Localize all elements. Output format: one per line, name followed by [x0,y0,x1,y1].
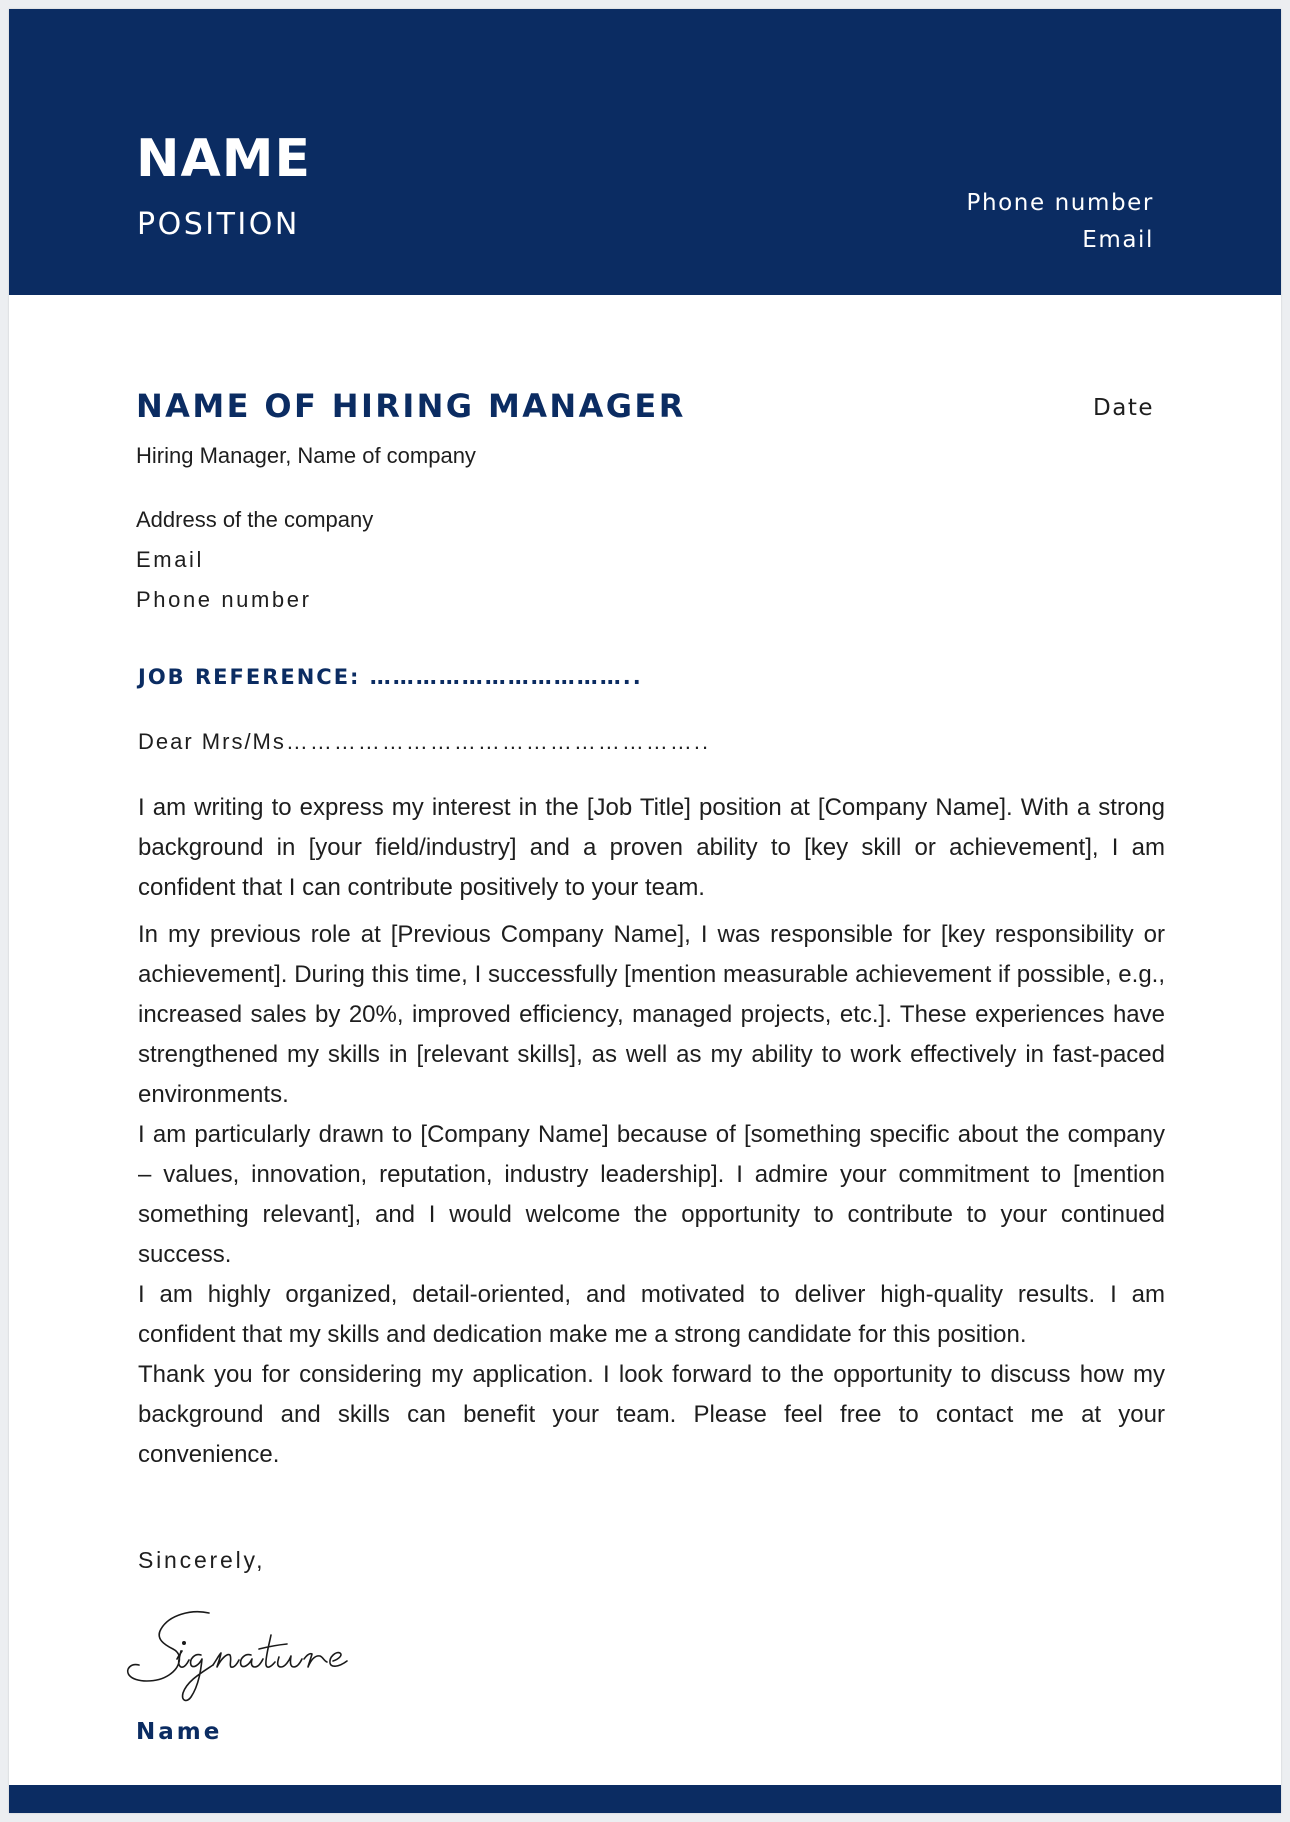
applicant-name: NAME [136,129,312,189]
applicant-phone: Phone number [966,190,1154,216]
job-reference: JOB REFERENCE: …………………………….. [138,665,643,689]
signature-name: Name [136,1719,223,1745]
applicant-position: POSITION [137,207,300,242]
cover-letter-page [9,9,1281,1813]
header-banner [9,9,1281,295]
footer-bar [9,1785,1281,1813]
body-paragraph: Thank you for considering my application. I look forward to the opportunity to discuss how my background and skills can benefit your team. Please feel free to contact me at your convenience. [138,1361,1165,1468]
body-paragraph: I am particularly drawn to [Company Name] because of [something specific about the company – values, innovation, reputation, industry leadership]. I admire your commitment to [mention something relevant], and I would welcome the opportunity to contribute to your continued success. [138,1121,1165,1268]
signature-scribble [121,1607,381,1707]
letter-date: Date [1093,395,1154,421]
body-paragraph: In my previous role at [Previous Company Name], I was responsible for [key responsibility or achievement]. During this time, I successfully [mention measurable achievement if possible, e.g., increased sales by 20%, improved efficiency, managed projects, etc.]. These experiences have strengthened my skills in [relevant skills], as well as my ability to work effectively in fast-paced environments. [138,921,1165,1108]
applicant-email: Email [1082,227,1154,253]
company-email: Email [136,547,205,572]
body-paragraph: I am highly organized, detail-oriented, and motivated to deliver high-quality results. I am confident that my skills and dedication make me a strong candidate for this position. [138,1281,1165,1348]
applicant-contact [966,185,1154,259]
closing-sincerely: Sincerely, [138,1547,266,1573]
salutation: Dear Mrs/Ms…………………………………………….. [138,729,711,754]
company-phone: Phone number [136,587,312,612]
hiring-manager-name: NAME OF HIRING MANAGER [136,387,686,425]
body-paragraph: I am writing to express my interest in the [Job Title] position at [Company Name]. With a strong background in [your field/industry] and a proven ability to [key skill or achievement], I am confident that I can contribute positively to your team. [138,794,1165,901]
letter-body [138,788,1165,1475]
hiring-manager-subtitle: Hiring Manager, Name of company [136,443,476,468]
signature-image [121,1607,381,1712]
company-address: Address of the company [136,507,374,532]
